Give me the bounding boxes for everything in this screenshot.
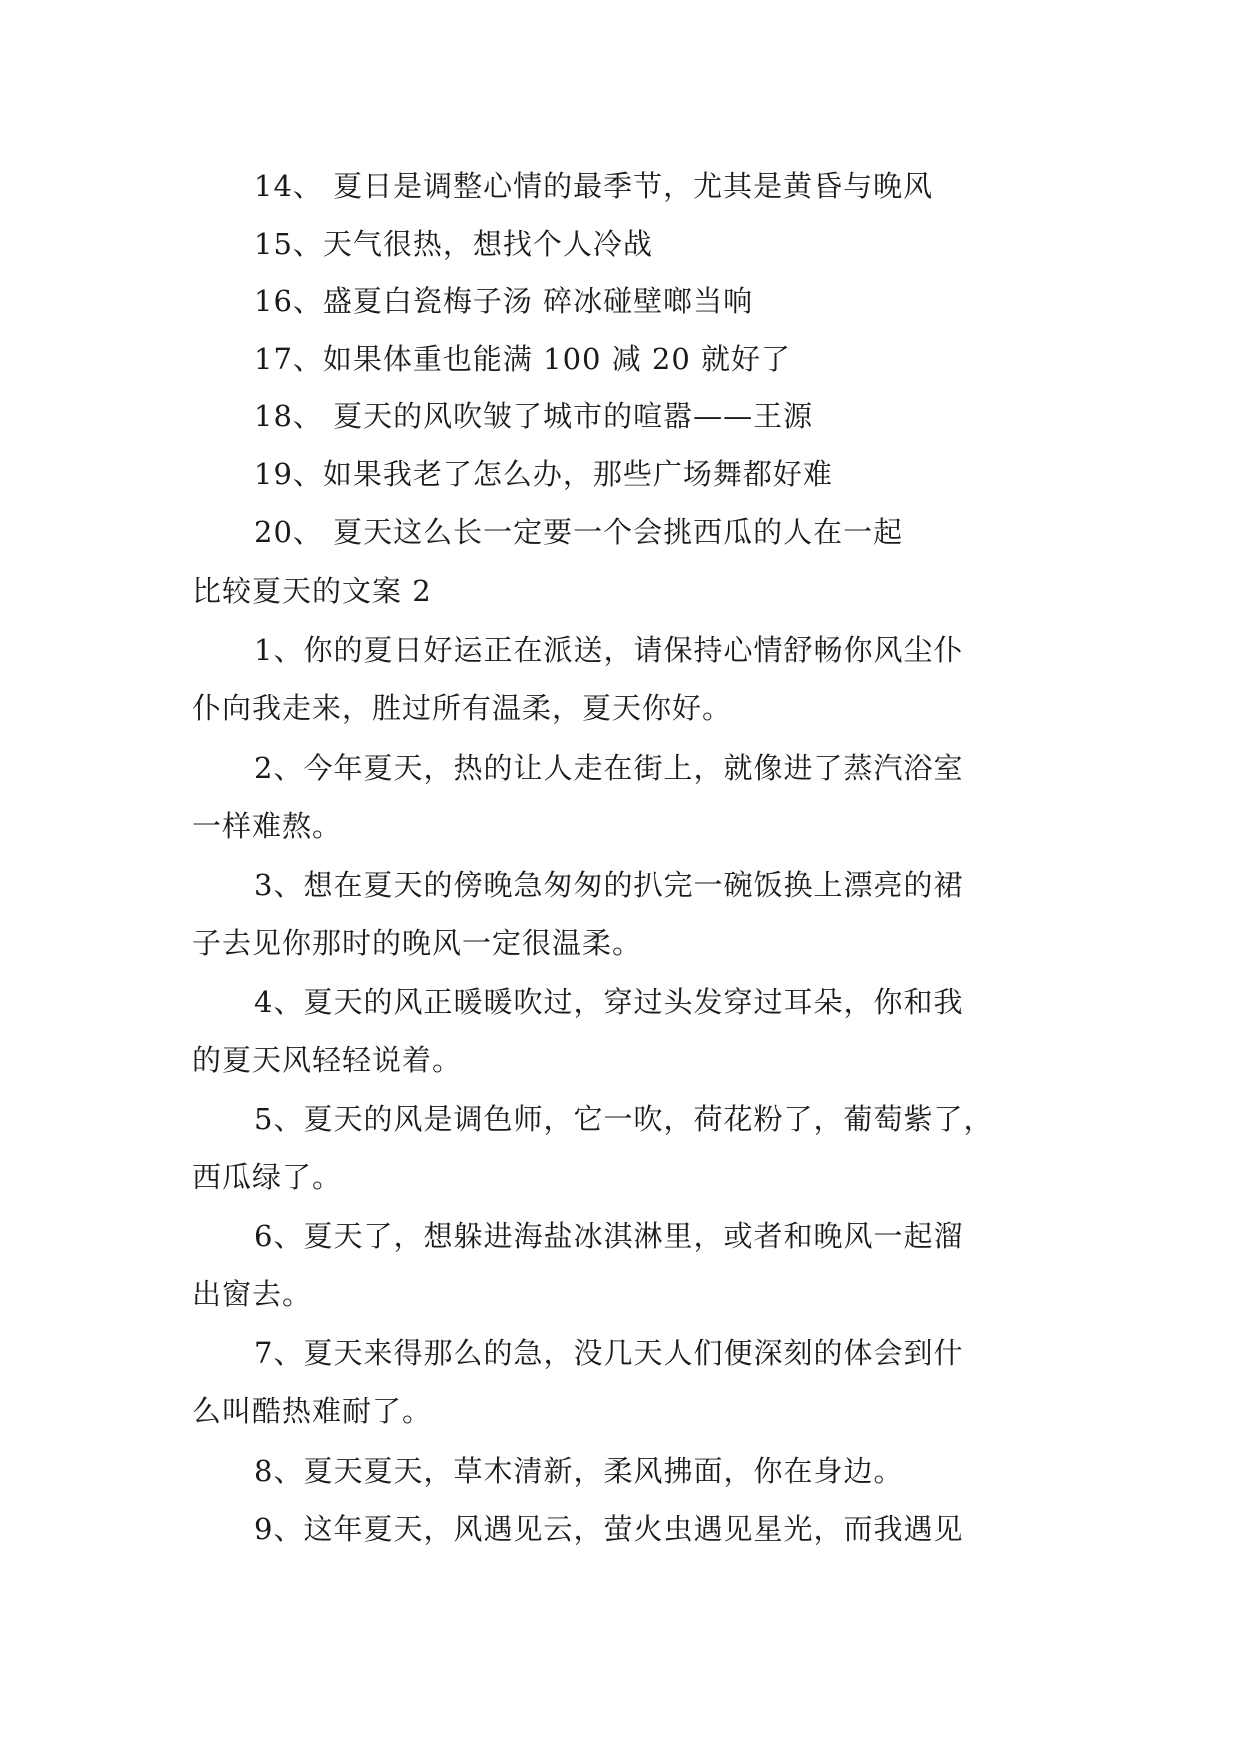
paragraph-first-line: 7、夏天来得那么的急，没几天人们便深刻的体会到什 xyxy=(254,1336,964,1370)
paragraph-first-line: 6、夏天了，想躲进海盐冰淇淋里，或者和晚风一起溜 xyxy=(254,1219,964,1253)
list-item: 18、 夏天的风吹皱了城市的喧嚣——王源 xyxy=(254,399,814,433)
paragraph-first-line: 4、夏天的风正暖暖吹过，穿过头发穿过耳朵，你和我 xyxy=(254,985,964,1019)
paragraph-continuation: 西瓜绿了。 xyxy=(192,1160,343,1194)
paragraph-continuation: 仆向我走来，胜过所有温柔，夏天你好。 xyxy=(192,691,733,725)
paragraph-continuation: 的夏天风轻轻说着。 xyxy=(192,1043,463,1077)
section-heading: 比较夏天的文案 2 xyxy=(192,574,432,608)
paragraph-continuation: 出窗去。 xyxy=(192,1277,313,1311)
paragraph-first-line: 8、夏天夏天，草木清新，柔风拂面，你在身边。 xyxy=(254,1454,904,1488)
paragraph-first-line: 3、想在夏天的傍晚急匆匆的扒完一碗饭换上漂亮的裙 xyxy=(254,868,964,902)
paragraph-first-line: 9、这年夏天，风遇见云，萤火虫遇见星光，而我遇见 xyxy=(254,1512,964,1546)
list-item: 16、盛夏白瓷梅子汤 碎冰碰壁啷当响 xyxy=(254,284,754,318)
list-item: 19、如果我老了怎么办，那些广场舞都好难 xyxy=(254,457,833,491)
paragraph-first-line: 2、今年夏天，热的让人走在街上，就像进了蒸汽浴室 xyxy=(254,751,964,785)
paragraph-first-line: 1、你的夏日好运正在派送，请保持心情舒畅你风尘仆 xyxy=(254,633,964,667)
list-item: 17、如果体重也能满 100 减 20 就好了 xyxy=(254,342,792,376)
paragraph-first-line: 5、夏天的风是调色师，它一吹，荷花粉了，葡萄紫了， xyxy=(254,1102,994,1136)
list-item: 14、 夏日是调整心情的最季节，尤其是黄昏与晚风 xyxy=(254,169,934,203)
paragraph-continuation: 一样难熬。 xyxy=(192,809,343,843)
paragraph-continuation: 么叫酷热难耐了。 xyxy=(192,1394,433,1428)
list-item: 15、天气很热，想找个人冷战 xyxy=(254,227,653,261)
paragraph-continuation: 子去见你那时的晚风一定很温柔。 xyxy=(192,926,643,960)
list-item: 20、 夏天这么长一定要一个会挑西瓜的人在一起 xyxy=(254,515,904,549)
